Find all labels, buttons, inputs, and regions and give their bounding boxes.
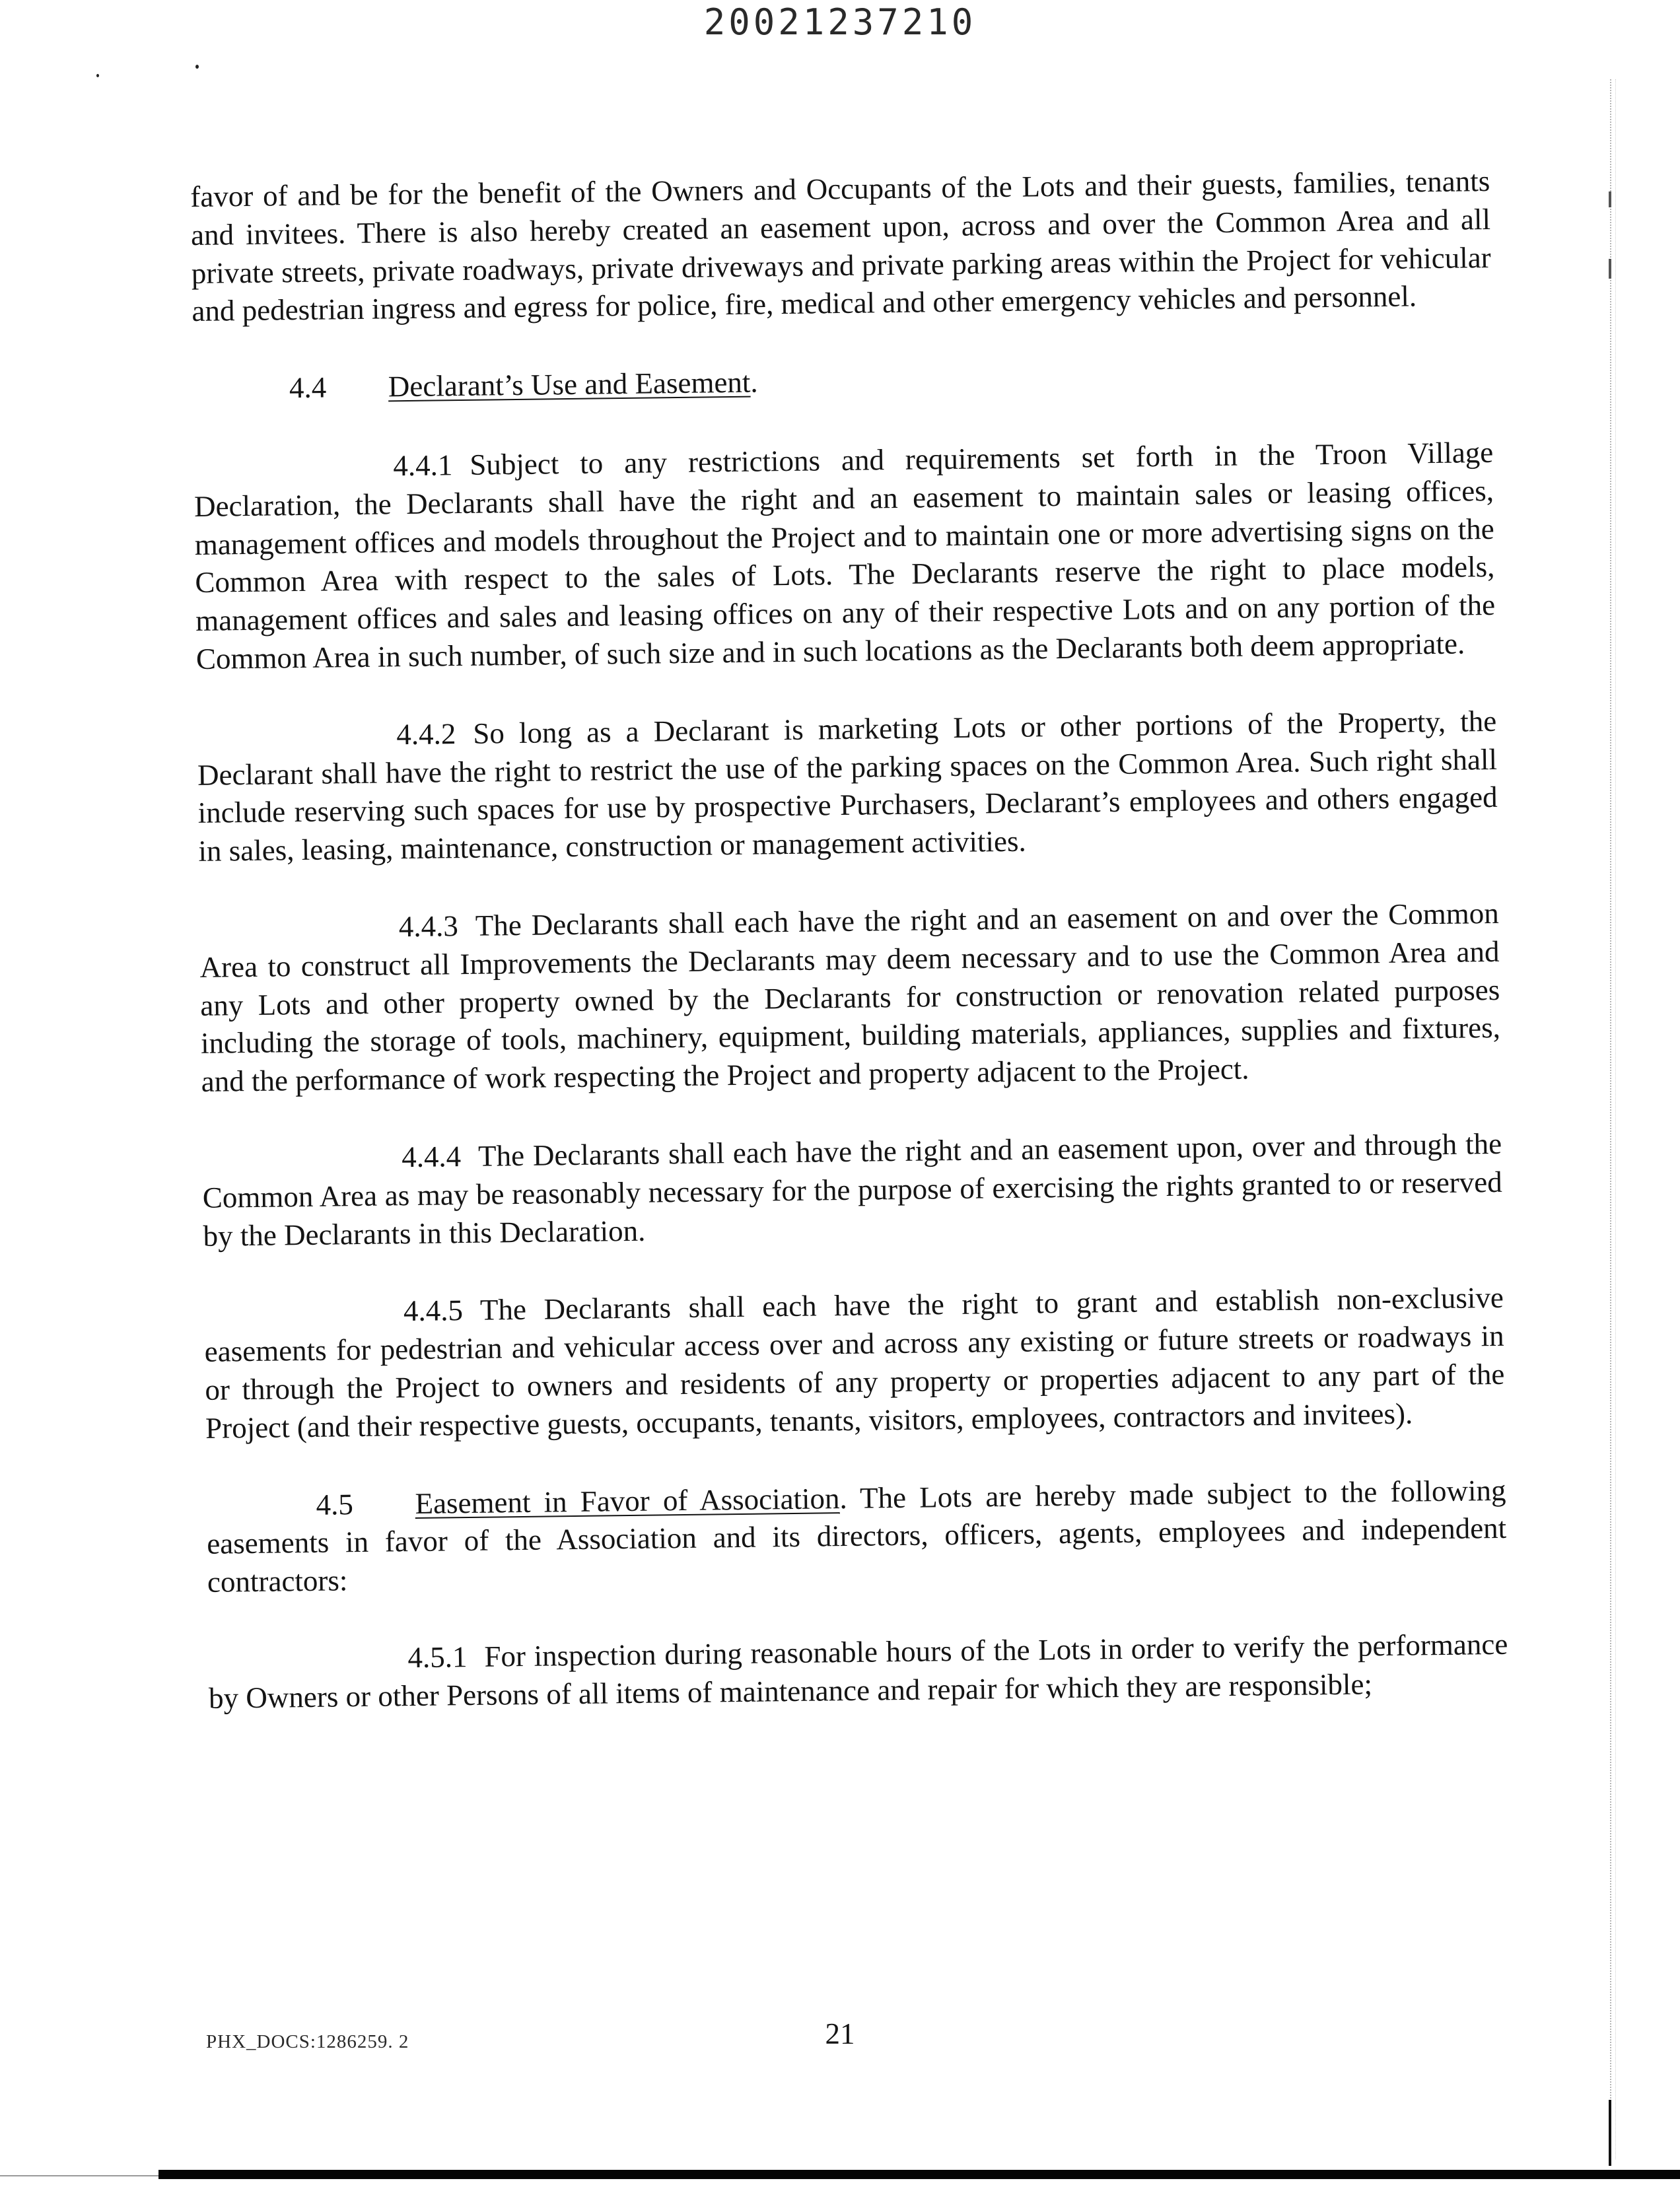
page-number: 21	[825, 2017, 855, 2050]
subsection-text: For inspection during reasonable hours of the Lots in order to verify the performance by Owners or other Persons of all items of maintenance and repair for which they are responsible;	[208, 1627, 1508, 1715]
scan-speck	[195, 65, 199, 69]
recording-number: 20021237210	[703, 1, 977, 43]
scan-edge-line	[1610, 79, 1611, 2159]
section-title-period: .	[750, 365, 758, 399]
subsection-4-5-1	[208, 1626, 1508, 1718]
document-body	[190, 162, 1509, 1757]
scan-edge-mark	[1609, 2100, 1611, 2166]
section-4-5	[206, 1471, 1507, 1601]
subsection-number: 4.5.1	[407, 1640, 468, 1675]
section-4-4-heading	[193, 355, 1493, 409]
subsection-text: The Declarants shall each have the right and an easement on and over the Common Area to construct all Improvements the Declarants may deem necessary and to use the Common Area and any Lots and other property owned by the Declarants for construction or renovation related purposes including the storage of tools, machinery, equipment, building materials, appliances, supplies and fixtures, and the performance of work respecting the Project and property adjacent to the Project.	[199, 896, 1501, 1099]
section-number: 4.5	[316, 1487, 354, 1521]
scan-bottom-bar	[158, 2170, 1680, 2179]
section-title: Declarant’s Use and Easement	[388, 365, 751, 403]
continuation-paragraph: favor of and be for the benefit of the Owners and Occupants of the Lots and their guests, families, tenants and invitees. There is also hereby created an easement upon, across and over the Common Area and all private streets, private roadways, private driveways and private parking areas within the Project for vehicular and pedestrian ingress and egress for police, fire, medical and other emergency vehicles and personnel.	[190, 164, 1491, 328]
subsection-text: The Declarants shall each have the right to grant and establish non-exclusive easements for pedestrian and vehicular access over and across any existing or future streets or roadways in or through the Project to owners and residents of any property or properties adjacent to any part of the Project (and their respective guests, occupants, tenants, visitors, employees, contractors and invitees).	[204, 1281, 1505, 1445]
subsection-4-4-5	[204, 1279, 1506, 1447]
subsection-4-4-3	[199, 895, 1501, 1101]
section-title: Easement in Favor of Association	[415, 1481, 840, 1520]
scan-edge-line	[1615, 79, 1616, 2159]
subsection-number: 4.4.1	[393, 448, 453, 483]
section-number: 4.4	[289, 370, 327, 405]
section-text: . The Lots are hereby made subject to the following easements in favor of the Association and its directors, officers, agents, employees and independent contractors:	[206, 1473, 1507, 1599]
subsection-text: So long as a Declarant is marketing Lots or other portions of the Property, the Declarant shall have the right to restrict the use of the parking spaces on the Common Area. Such right shall include reserving such spaces for use by prospective Purchasers, Declarant’s employees and others engaged in sales, leasing, maintenance, construction or management activities.	[197, 704, 1498, 868]
subsection-text: The Declarants shall each have the right and an easement upon, over and through the Common Area as may be reasonably necessary for the purpose of exercising the rights granted to or reserved by the Declarants in this Declaration.	[202, 1127, 1503, 1253]
scan-speck	[96, 74, 99, 77]
subsection-text: Subject to any restrictions and requirements set forth in the Troon Village Declaration, the Declarants shall have the right and an easement to maintain sales or leasing offices, management offices and models throughout the Project and to maintain one or more advertising signs on the Common Area with respect to the sales of Lots. The Declarants reserve the right to place models, management offices and sales and leasing offices on any of their respective Lots and on any portion of the Common Area in such number, of such size and in such locations as the Declarants both deem appropriate.	[193, 435, 1496, 676]
scan-edge-mark	[1609, 191, 1611, 207]
subsection-4-4-4	[202, 1125, 1503, 1255]
document-id: PHX_DOCS:1286259. 2	[206, 2031, 409, 2052]
scan-bottom-line	[0, 2175, 158, 2176]
scan-edge-mark	[1609, 259, 1611, 279]
subsection-number: 4.4.5	[403, 1294, 464, 1328]
subsection-number: 4.4.4	[401, 1140, 462, 1174]
subsection-number: 4.4.2	[396, 716, 456, 751]
subsection-4-4-1	[193, 434, 1496, 679]
subsection-number: 4.4.3	[398, 909, 459, 944]
subsection-4-4-2	[197, 703, 1498, 871]
